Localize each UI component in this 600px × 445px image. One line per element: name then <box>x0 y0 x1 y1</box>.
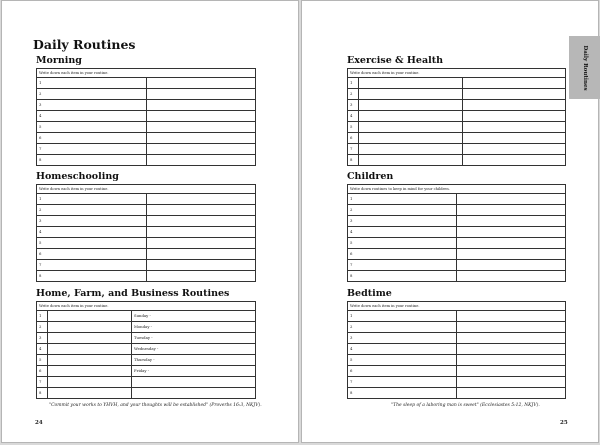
day-cell[interactable]: Monday - <box>132 322 256 333</box>
business-entry[interactable] <box>48 388 132 399</box>
table-row: 4 <box>37 111 256 122</box>
business-entry[interactable] <box>48 377 132 388</box>
table-row: 8 <box>37 271 256 282</box>
bedtime-entry[interactable] <box>457 388 566 399</box>
morning-heading: Morning <box>36 55 82 66</box>
section-tab-label: Daily Routines <box>581 44 588 91</box>
business-table <box>36 301 256 399</box>
table-row: 1 Sunday - <box>37 311 256 322</box>
table-row: 4 Wednesday - <box>37 344 256 355</box>
table-row: 6 <box>348 366 566 377</box>
homeschooling-entry[interactable] <box>146 238 256 249</box>
table-row: 7 <box>348 144 566 155</box>
bedtime-entry[interactable] <box>457 355 566 366</box>
table-row: 5 Thursday - <box>37 355 256 366</box>
children-entry[interactable] <box>457 271 566 282</box>
table-row: 7 <box>37 377 256 388</box>
table-row: 2 <box>37 89 256 100</box>
bedtime-entry[interactable] <box>457 311 566 322</box>
footer-quote: "The sleep of a laboring man is sweet" (Ecclesiastes 5:12, NKJV). <box>391 403 540 408</box>
exercise-entry[interactable] <box>463 155 566 166</box>
morning-entry[interactable] <box>146 122 256 133</box>
table-row: 4 <box>348 111 566 122</box>
exercise-entry[interactable] <box>463 100 566 111</box>
bedtime-entry[interactable] <box>457 322 566 333</box>
exercise-entry[interactable] <box>359 100 463 111</box>
morning-entry[interactable] <box>146 111 256 122</box>
day-cell[interactable]: Wednesday - <box>132 344 256 355</box>
footer-quote: "Commit your works to YHVH, and your thoughts will be established" (Proverbs 16:3, NKJV). <box>49 403 262 408</box>
day-cell[interactable]: Tuesday - <box>132 333 256 344</box>
business-entry[interactable] <box>48 333 132 344</box>
business-entry[interactable] <box>48 355 132 366</box>
table-row: 2 Monday - <box>37 322 256 333</box>
homeschooling-entry[interactable] <box>146 260 256 271</box>
children-table <box>347 184 566 282</box>
day-cell[interactable]: Thursday - <box>132 355 256 366</box>
table-row: 1 <box>37 194 256 205</box>
morning-entry[interactable] <box>146 89 256 100</box>
table-row: 6 <box>348 249 566 260</box>
table-row: 6 <box>348 133 566 144</box>
table-row: 5 <box>348 122 566 133</box>
business-entry[interactable] <box>48 322 132 333</box>
table-row: 5 <box>37 122 256 133</box>
bedtime-heading: Bedtime <box>347 288 392 299</box>
homeschooling-entry[interactable] <box>146 249 256 260</box>
bedtime-entry[interactable] <box>457 377 566 388</box>
table-row: 3 <box>37 100 256 111</box>
business-entry[interactable] <box>48 366 132 377</box>
table-row: 1 <box>348 78 566 89</box>
exercise-entry[interactable] <box>463 144 566 155</box>
children-entry[interactable] <box>457 260 566 271</box>
table-row: 8 <box>37 155 256 166</box>
homeschooling-heading: Homeschooling <box>36 171 119 182</box>
table-row: 4 <box>348 344 566 355</box>
exercise-entry[interactable] <box>359 144 463 155</box>
day-cell[interactable]: Friday - <box>132 366 256 377</box>
exercise-table <box>347 68 566 166</box>
homeschooling-entry[interactable] <box>146 205 256 216</box>
business-instruction: Write down each item in your routine. <box>37 302 256 311</box>
exercise-entry[interactable] <box>359 89 463 100</box>
page-number: 24 <box>35 420 43 426</box>
children-entry[interactable] <box>457 216 566 227</box>
table-row: 3 <box>348 333 566 344</box>
table-row: 3 <box>348 100 566 111</box>
homeschooling-entry[interactable] <box>146 271 256 282</box>
table-row: 5 <box>37 238 256 249</box>
exercise-entry[interactable] <box>463 122 566 133</box>
bedtime-entry[interactable] <box>457 366 566 377</box>
bedtime-entry[interactable] <box>457 344 566 355</box>
exercise-entry[interactable] <box>359 111 463 122</box>
business-heading: Home, Farm, and Business Routines <box>36 288 230 299</box>
page-number: 25 <box>560 420 568 426</box>
table-row: 8 <box>37 388 256 399</box>
business-entry[interactable] <box>48 344 132 355</box>
children-entry[interactable] <box>457 205 566 216</box>
table-row: 2 <box>348 89 566 100</box>
children-instruction: Write down routines to keep in mind for your children. <box>348 185 566 194</box>
bedtime-table <box>347 301 566 399</box>
right-page <box>301 0 599 443</box>
exercise-entry[interactable] <box>463 133 566 144</box>
table-row: 2 <box>348 205 566 216</box>
table-row: 6 Friday - <box>37 366 256 377</box>
table-row: 7 <box>37 260 256 271</box>
table-row: 6 <box>37 249 256 260</box>
morning-instruction: Write down each item in your routine. <box>37 69 256 78</box>
morning-table <box>36 68 256 166</box>
day-cell[interactable]: Sunday - <box>132 311 256 322</box>
exercise-instruction: Write down each item in your routine. <box>348 69 566 78</box>
day-cell[interactable] <box>132 377 256 388</box>
table-row: 1 <box>348 194 566 205</box>
homeschooling-entry[interactable] <box>146 216 256 227</box>
section-tab[interactable] <box>569 36 600 99</box>
table-row: 5 <box>348 355 566 366</box>
exercise-entry[interactable] <box>463 89 566 100</box>
exercise-entry[interactable] <box>359 133 463 144</box>
bedtime-instruction: Write down each item in your routine. <box>348 302 566 311</box>
day-cell[interactable] <box>132 388 256 399</box>
morning-entry[interactable] <box>146 133 256 144</box>
children-entry[interactable] <box>457 194 566 205</box>
table-row: 8 <box>348 271 566 282</box>
exercise-entry[interactable] <box>463 78 566 89</box>
table-row: 7 <box>37 144 256 155</box>
homeschooling-entry[interactable] <box>146 227 256 238</box>
children-entry[interactable] <box>457 238 566 249</box>
exercise-heading: Exercise & Health <box>347 55 444 66</box>
table-row: 5 <box>348 238 566 249</box>
left-page <box>1 0 299 443</box>
table-row: 2 <box>37 205 256 216</box>
exercise-entry[interactable] <box>359 155 463 166</box>
homeschooling-table <box>36 184 256 282</box>
table-row: 3 Tuesday - <box>37 333 256 344</box>
children-entry[interactable] <box>457 227 566 238</box>
homeschooling-instruction: Write down each item in your routine. <box>37 185 256 194</box>
page-title: Daily Routines <box>33 37 136 52</box>
children-entry[interactable] <box>457 249 566 260</box>
table-row: 7 <box>348 377 566 388</box>
children-heading: Children <box>347 171 394 182</box>
exercise-entry[interactable] <box>463 111 566 122</box>
table-row: 6 <box>37 133 256 144</box>
table-row: 1 <box>348 311 566 322</box>
table-row: 2 <box>348 322 566 333</box>
business-entry[interactable] <box>48 311 132 322</box>
table-row: 7 <box>348 260 566 271</box>
table-row: 3 <box>348 216 566 227</box>
table-row: 3 <box>37 216 256 227</box>
table-row: 4 <box>37 227 256 238</box>
morning-entry[interactable] <box>146 100 256 111</box>
table-row: 8 <box>348 155 566 166</box>
morning-entry[interactable] <box>146 78 256 89</box>
table-row: 8 <box>348 388 566 399</box>
exercise-entry[interactable] <box>359 122 463 133</box>
exercise-entry[interactable] <box>359 78 463 89</box>
bedtime-entry[interactable] <box>457 333 566 344</box>
table-row: 4 <box>348 227 566 238</box>
table-row: 1 <box>37 78 256 89</box>
morning-entry[interactable] <box>146 144 256 155</box>
morning-entry[interactable] <box>146 155 256 166</box>
homeschooling-entry[interactable] <box>146 194 256 205</box>
